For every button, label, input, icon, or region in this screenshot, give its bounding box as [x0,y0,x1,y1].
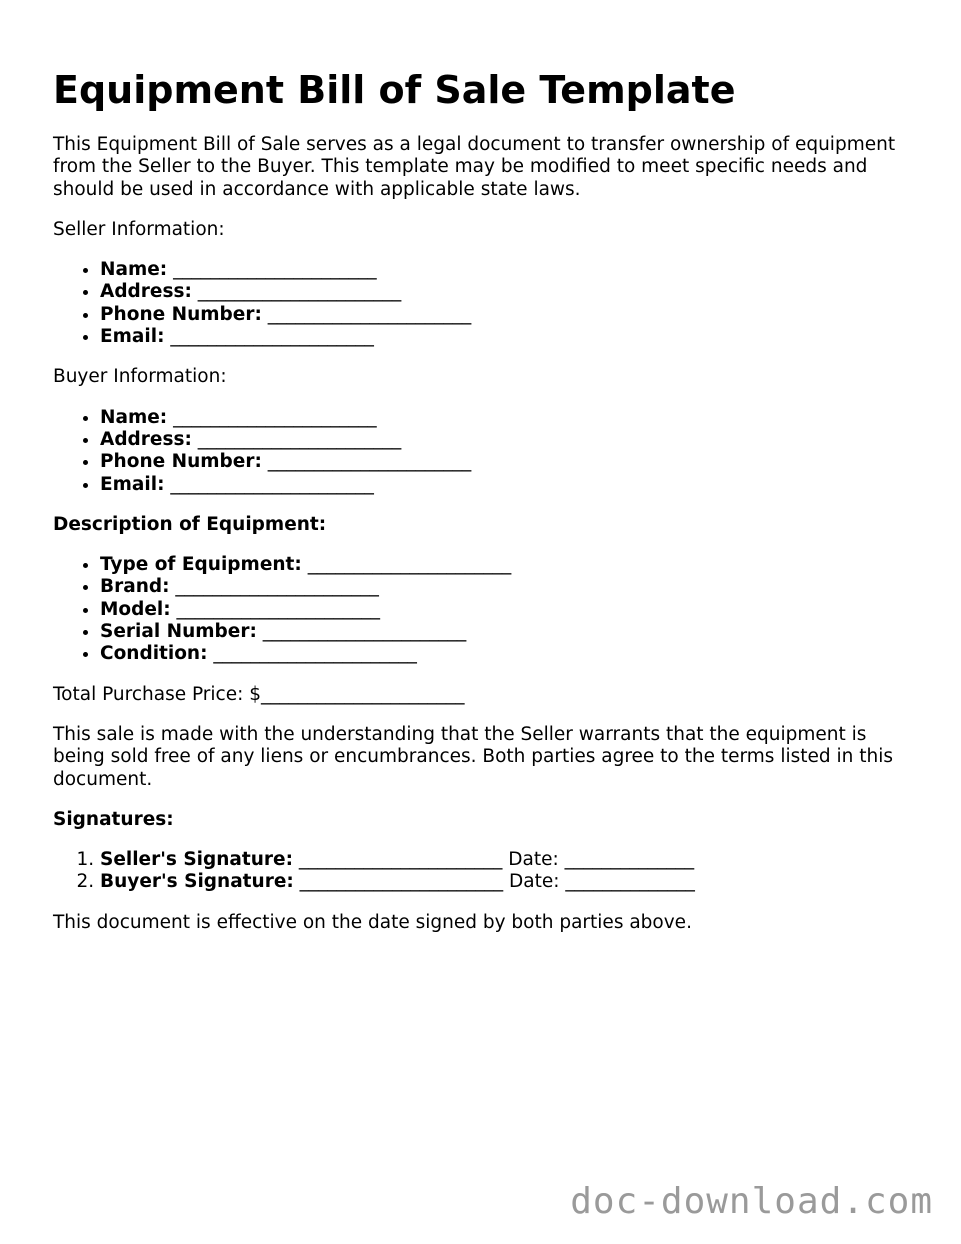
date-label: Date: [509,871,560,893]
blank-line: ______________________ [298,849,503,871]
buyer-name-field [100,407,923,429]
blank-line: ______________________ [173,259,377,281]
seller-field-list [53,259,923,348]
signature-label: Seller's Signature: [100,849,293,871]
field-label: Condition: [100,643,208,665]
blank-line: ______________________ [213,643,417,665]
field-label: Address: [100,281,192,303]
blank-line: ______________________ [170,326,374,348]
blank-line: ______________________ [197,428,402,450]
blank-line: ______________________ [267,451,472,473]
blank-line: ______________________ [170,473,374,495]
seller-name-field [100,259,923,281]
blank-line: ______________________ [262,621,467,643]
field-label: Email: [100,473,165,495]
document-page [53,66,923,952]
field-label: Type of Equipment: [100,554,302,576]
closing-paragraph: This document is effective on the date signed by both parties above. [53,911,692,933]
warranty-paragraph: This sale is made with the understanding that the Seller warrants that the equipment is being sold free of any liens or encumbrances. Both parties agree to the terms listed in this document. [53,723,893,790]
signatures-heading: Signatures: [53,808,174,830]
blank-line: ______________________ [173,406,377,428]
seller-signature-line [100,849,923,871]
seller-email-field [100,326,923,348]
date-label: Date: [508,849,559,871]
blank-line: ______________________ [307,554,512,576]
buyer-signature-line [100,871,923,893]
equipment-model-field [100,599,923,621]
equipment-brand-field [100,576,923,598]
equipment-heading: Description of Equipment: [53,513,327,535]
blank-line: ______________________ [176,598,381,620]
buyer-email-field [100,474,923,496]
document-title: Equipment Bill of Sale Template [53,68,736,112]
blank-line: ______________________ [175,576,379,598]
field-label: Serial Number: [100,621,257,643]
equipment-field-list [53,554,923,665]
buyer-field-list [53,407,923,496]
equipment-type-field [100,554,923,576]
buyer-heading: Buyer Information: [53,366,227,388]
buyer-address-field [100,429,923,451]
seller-address-field [100,281,923,303]
blank-line: ______________ [564,849,695,871]
blank-line: ______________________ [299,871,504,893]
equipment-condition-field [100,643,923,665]
signature-label: Buyer's Signature: [100,871,294,893]
watermark: doc-download.com [570,1181,933,1222]
field-label: Brand: [100,576,170,598]
field-label: Model: [100,598,171,620]
field-label: Name: [100,259,168,281]
signature-list [53,849,923,894]
field-label: Phone Number: [100,451,262,473]
intro-paragraph: This Equipment Bill of Sale serves as a legal document to transfer ownership of equipment from the Seller to the Buyer. This template may be modified to meet specific needs and should be used in accordance with applicable state laws. [53,134,896,200]
field-label: Address: [100,428,192,450]
seller-heading: Seller Information: [53,218,225,240]
field-label: Phone Number: [100,303,262,325]
total-price-line: Total Purchase Price: $______________________ [53,683,465,705]
seller-phone-field [100,304,923,326]
buyer-phone-field [100,451,923,473]
blank-line: ______________ [565,871,695,893]
blank-line: ______________________ [197,281,402,303]
equipment-serial-field [100,621,923,643]
field-label: Name: [100,406,168,428]
blank-line: ______________________ [267,303,472,325]
field-label: Email: [100,326,165,348]
